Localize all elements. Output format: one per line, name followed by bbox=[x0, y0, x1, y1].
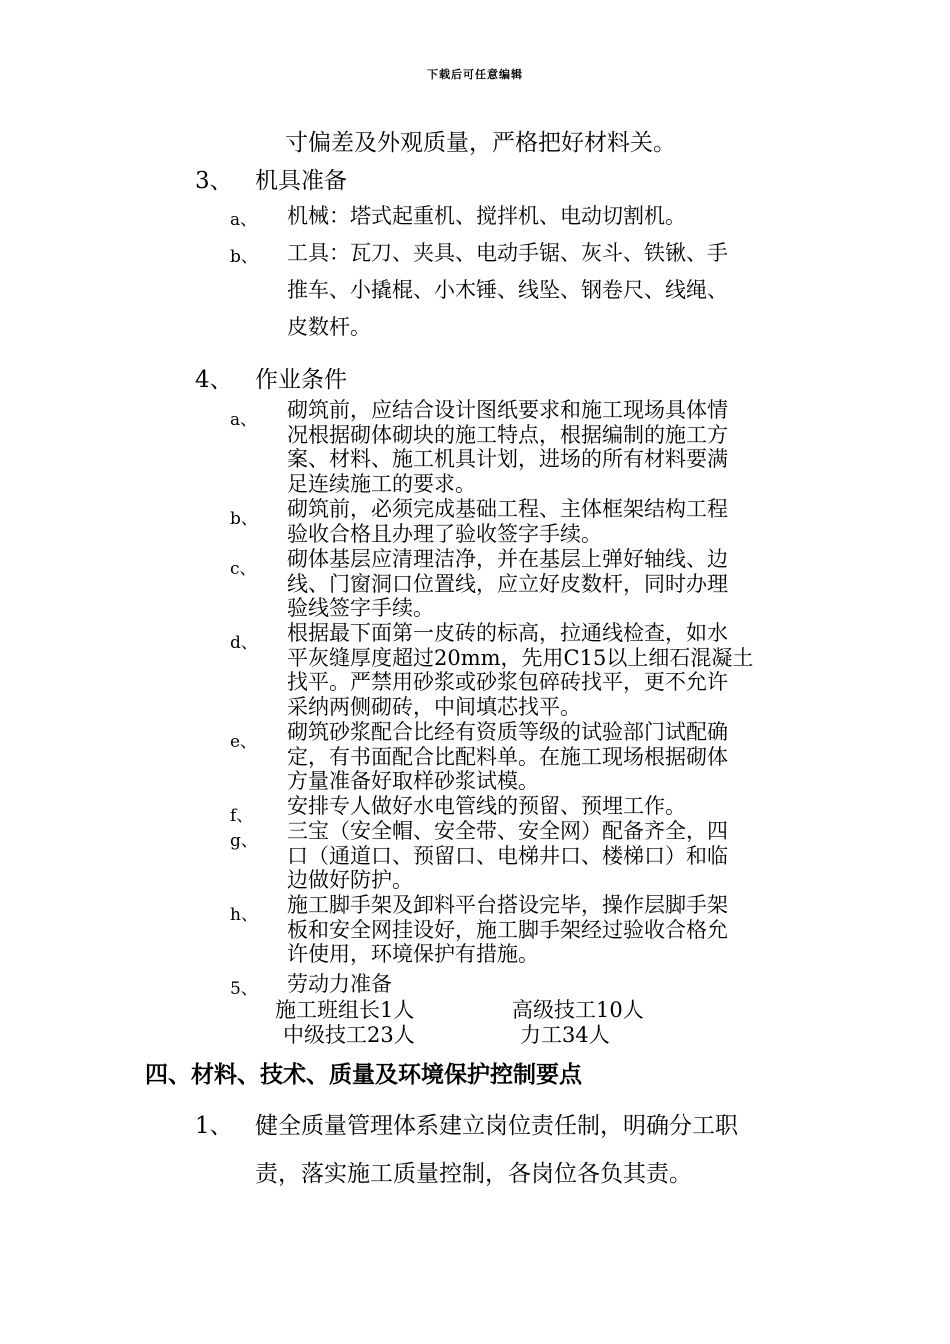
section4-item-c-text bbox=[287, 547, 817, 621]
continuation-line: 寸偏差及外观质量，严格把好材料关。 bbox=[285, 130, 676, 156]
text-line: 平灰缝厚度超过20mm，先用C15以上细石混凝土 bbox=[287, 645, 754, 670]
text-line: 方量准备好取样砂浆试模。 bbox=[287, 769, 539, 794]
chapter-item1-line: 责，落实施工质量控制，各岗位各负其责。 bbox=[255, 1161, 692, 1187]
section4-item-f-marker: f、 bbox=[230, 806, 254, 826]
section3-number: 3、 bbox=[195, 168, 233, 194]
section4-item-a-marker: a、 bbox=[230, 410, 258, 430]
text-line: 砌筑砂浆配合比经有资质等级的试验部门试配确 bbox=[287, 720, 728, 744]
section4-item-h-text bbox=[287, 893, 817, 967]
text-line: 况根据砌体砌块的施工特点，根据编制的施工方 bbox=[287, 422, 728, 447]
section4-item-d-text bbox=[287, 621, 817, 719]
text-line: 三宝（安全帽、安全带、安全网）配备齐全，四 bbox=[287, 819, 728, 843]
section3-item-a-marker: a、 bbox=[230, 210, 258, 230]
text-line: 板和安全网挂设好，施工脚手架经过验收合格允 bbox=[287, 917, 728, 942]
section4-item-a-text bbox=[287, 398, 817, 496]
text-line: 许使用，环境保护有措施。 bbox=[287, 942, 539, 967]
labor-laborer: 力工34人 bbox=[520, 1023, 610, 1047]
chapter-item1-line: 健全质量管理体系建立岗位责任制，明确分工职 bbox=[255, 1113, 738, 1139]
labor-team-leader: 施工班组长1人 bbox=[275, 998, 415, 1022]
text-line: 案、材料、施工机具计划，进场的所有材料要满 bbox=[287, 447, 728, 472]
section3-title: 机具准备 bbox=[255, 168, 347, 194]
section4-title: 作业条件 bbox=[255, 367, 347, 393]
text-line: 砌体基层应清理洁净，并在基层上弹好轴线、边 bbox=[287, 547, 728, 571]
text-line: 安排专人做好水电管线的预留、预埋工作。 bbox=[287, 794, 686, 818]
section4-item-f-text bbox=[287, 794, 817, 819]
text-line: 砌筑前，应结合设计图纸要求和施工现场具体情 bbox=[287, 398, 728, 422]
text-line: 找平。严禁用砂浆或砂浆包碎砖找平，更不允许 bbox=[287, 670, 728, 695]
section4-item-d-marker: d、 bbox=[230, 633, 258, 653]
text-line: 验收合格且办理了验收签字手续。 bbox=[287, 521, 602, 546]
page-header: 下载后可任意编辑 bbox=[427, 68, 523, 81]
text-line: 砌筑前，必须完成基础工程、主体框架结构工程 bbox=[287, 497, 728, 521]
section3-item-b-line: 推车、小撬棍、小木锤、线坠、钢卷尺、线绳、 bbox=[287, 278, 728, 302]
section5-title: 劳动力准备 bbox=[287, 972, 392, 996]
section4-item-h-marker: h、 bbox=[230, 905, 258, 925]
section4-item-g-marker: g、 bbox=[230, 831, 258, 851]
labor-senior-tech: 高级技工10人 bbox=[512, 998, 644, 1022]
chapter-heading: 四、材料、技术、质量及环境保护控制要点 bbox=[145, 1061, 582, 1088]
section4-item-e-marker: e、 bbox=[230, 732, 258, 752]
section4-item-b-text bbox=[287, 497, 817, 546]
text-line: 足连续施工的要求。 bbox=[287, 471, 476, 496]
section3-item-a-text: 机械：塔式起重机、搅拌机、电动切割机。 bbox=[287, 204, 686, 228]
section3-item-b-line: 皮数杆。 bbox=[287, 315, 371, 339]
section3-item-b-line: 工具：瓦刀、夹具、电动手锯、灰斗、铁锹、手 bbox=[287, 241, 728, 265]
section3-item-b-marker: b、 bbox=[230, 247, 258, 267]
section4-item-c-marker: c、 bbox=[230, 559, 257, 579]
section4-item-e-text bbox=[287, 720, 817, 794]
text-line: 采纳两侧砌砖，中间填芯找平。 bbox=[287, 694, 581, 719]
text-line: 边做好防护。 bbox=[287, 868, 413, 893]
chapter-item1-number: 1、 bbox=[195, 1113, 233, 1139]
text-line: 口（通道口、预留口、电梯井口、楼梯口）和临 bbox=[287, 843, 728, 868]
text-line: 定，有书面配合比配料单。在施工现场根据砌体 bbox=[287, 744, 728, 769]
labor-mid-tech: 中级技工23人 bbox=[283, 1023, 415, 1047]
section4-number: 4、 bbox=[195, 367, 233, 393]
text-line: 线、门窗洞口位置线，应立好皮数杆，同时办理 bbox=[287, 571, 728, 596]
text-line: 根据最下面第一皮砖的标高，拉通线检查，如水 bbox=[287, 621, 728, 645]
section4-item-b-marker: b、 bbox=[230, 509, 258, 529]
section5-number: 5、 bbox=[230, 979, 258, 999]
text-line: 施工脚手架及卸料平台搭设完毕，操作层脚手架 bbox=[287, 893, 728, 917]
text-line: 验线签字手续。 bbox=[287, 596, 434, 621]
section4-item-g-text bbox=[287, 819, 817, 893]
